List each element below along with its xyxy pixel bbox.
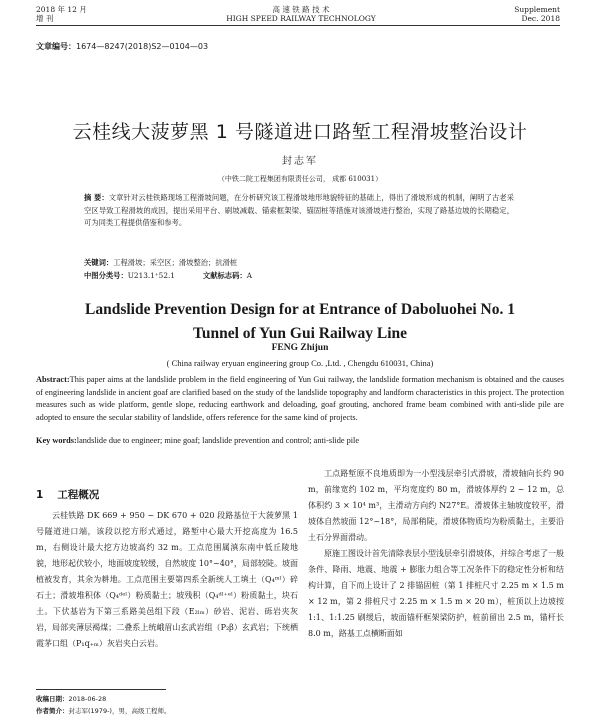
article-number — [36, 41, 208, 52]
abstract-en-text: This paper aims at the landslide problem in the field engineering of Yun Gui railway, the landslide formation mechanism is obtained and the causes of engineering landslide in ancient goaf are clarified based on the study of the landslide topography and landform characteristics in this project. The protection measures such as wide platform, gentle slope, reducing earthwork and deloading, goaf grouting, anchored frame beam combined with anti-slide pile are adopted to ensure the secular stability of landslide, offers reference for the same kind of projects. — [36, 375, 564, 423]
header-supplement-en: Supplement — [514, 5, 560, 14]
title-chinese: 云桂线大菠萝黑 1 号隧道进口路堑工程滑坡整治设计 — [72, 121, 528, 143]
footnote-received — [36, 694, 106, 703]
header-date-en: Dec. 2018 — [521, 14, 560, 23]
classification-chinese — [84, 271, 514, 281]
body-left-paragraph: 云桂铁路 DK 669 + 950 ~ DK 670 + 020 段路基位于大菠萝黑 1 号隧道进口端，该段以挖方形式通过，路堑中心最大开挖高度为 16.5 m，右侧设计最大挖方边坡高约 32 m。工点范围属滇东南中低丘陵地貌，地形起伏较小，地面坡度较缓，自然坡度 10°~40°，局部较陡。坡面植被发育，其余为耕地。工点范围主要第四系全新统人工填土（Q₄ᵐˡ）碎石土；滑坡堆积体（Q₄ᵈᵉˡ）粉质黏土；坡残积（Q₄ᵈˡ⁺ᵉˡ）粉质黏土，块石土。下伏基岩为下第三系路美邑组下段（E₂ₗₘ）砂岩、泥岩、砾岩夹灰岩，局部夹薄层褐煤；二叠系上统峨眉山玄武岩组（P₂β）玄武岩；下统栖霞茅口组（P₁q₊ₘ）灰岩夹白云岩。 — [36, 511, 298, 648]
section-number: 1 — [36, 489, 44, 501]
received-date: 2018-06-28 — [68, 695, 107, 703]
article-number-label: 文章编号： — [36, 42, 76, 51]
header-supplement-cn: 增 刊 — [36, 14, 54, 23]
header-journal — [196, 5, 406, 23]
title-en-line2: Tunnel of Yun Gui Railway Line — [192, 325, 408, 342]
keywords-en-label: Key words: — [36, 436, 77, 445]
header-issue — [36, 5, 87, 23]
affiliation-english: ( China railway eryuan engineering group Co. ,Ltd. , Chengdu 610031, China) — [166, 358, 434, 368]
header-issue-en — [514, 5, 560, 23]
title-en-line1: Landslide Prevention Design for at Entrance of Daboluohei No. 1 — [85, 301, 515, 318]
header-journal-en: HIGH SPEED RAILWAY TECHNOLOGY — [226, 14, 376, 23]
footnote-divider — [36, 689, 166, 690]
keywords-english — [36, 436, 564, 445]
keywords-cn-text: 工程滑坡；采空区；滑坡整治；抗滑桩 — [113, 258, 238, 267]
keywords-cn-label: 关键词： — [84, 258, 114, 267]
title-english — [36, 298, 564, 346]
abstract-chinese — [84, 192, 514, 230]
clc-label: 中图分类号： — [84, 271, 128, 280]
author-chinese: 封志军 — [282, 156, 318, 167]
footnote-author — [36, 706, 170, 715]
body-right-column — [308, 466, 564, 642]
doc-code-value: A — [246, 271, 252, 280]
received-label: 收稿日期： — [36, 695, 69, 703]
article-number-value: 1674—8247(2018)S2—0104—03 — [76, 42, 209, 51]
abstract-english — [36, 374, 564, 425]
body-right-paragraph-1: 工点路堑原不良地质即为一小型浅层牵引式滑坡，滑坡轴向长约 90 m，前缘宽约 102 m，平均宽度约 80 m，滑坡体厚约 2 ~ 12 m，总体积约 3 × 10⁴ m³，主滑动方向约 N27°E。滑坡体主轴坡度较平，滑坡体自然坡面 12°~18°，局部稍陡，滑坡体物质均为粉质黏土，主要沿土石分界面滑动。 — [308, 469, 564, 542]
keywords-chinese — [84, 258, 514, 268]
keywords-en-text: landslide due to engineer; mine goaf; landslide prevention and control; anti-slide pile — [76, 436, 360, 445]
abstract-cn-label: 摘 要： — [84, 193, 109, 202]
header-journal-cn: 高 速 铁 路 技 术 — [272, 5, 330, 14]
body-right-paragraph-2: 原施工图设计首先清除表层小型浅层牵引滑坡体，并综合考虑了一般条件、降雨、地震、地震 + 膨胀力组合等工况条件下的稳定性分析和结构计算，自下而上设计了 2 排锚固桩（第 1 排桩尺寸 2.25 m × 1.5 m × 12 m，第 2 排桩尺寸 2.25 m × 1.5 m × 20 m），桩顶以上边坡按 1:1、1:1.25 刷缓后，坡面锚杆框架梁防护，桩前留出 2.5 m，锚杆长 8.0 m，路基工点横断面如 — [308, 549, 564, 638]
abstract-en-label: Abstract: — [36, 375, 70, 384]
section-heading — [36, 487, 99, 502]
author-english: FENG Zhijun — [271, 343, 329, 353]
author-bio: 封志军(1979-)，男，高级工程师。 — [68, 707, 171, 715]
abstract-cn-text: 文章针对云桂铁路现场工程滑坡问题，在分析研究该工程滑坡地形地貌特征的基础上，得出了滑坡形成的机制，阐明了古老采空区导致工程滑坡的成因，提出采用平台、刷坡减载、锚索框架梁、锚固桩等措施对该滑坡进行整治，实现了路基边坡的长期稳定，可为同类工程提供借鉴和参考。 — [84, 193, 515, 228]
clc-value: U213.1⁺52.1 — [127, 271, 175, 280]
body-left-column — [36, 508, 298, 652]
running-header — [36, 4, 560, 26]
doc-code-label: 文献标志码： — [202, 271, 247, 280]
section-title: 工程概况 — [57, 489, 100, 501]
header-date: 2018 年 12 月 — [36, 5, 87, 14]
author-bio-label: 作者简介： — [36, 707, 69, 715]
affiliation-chinese: （中铁二院工程集团有限责任公司， 成都 610031） — [217, 175, 383, 183]
